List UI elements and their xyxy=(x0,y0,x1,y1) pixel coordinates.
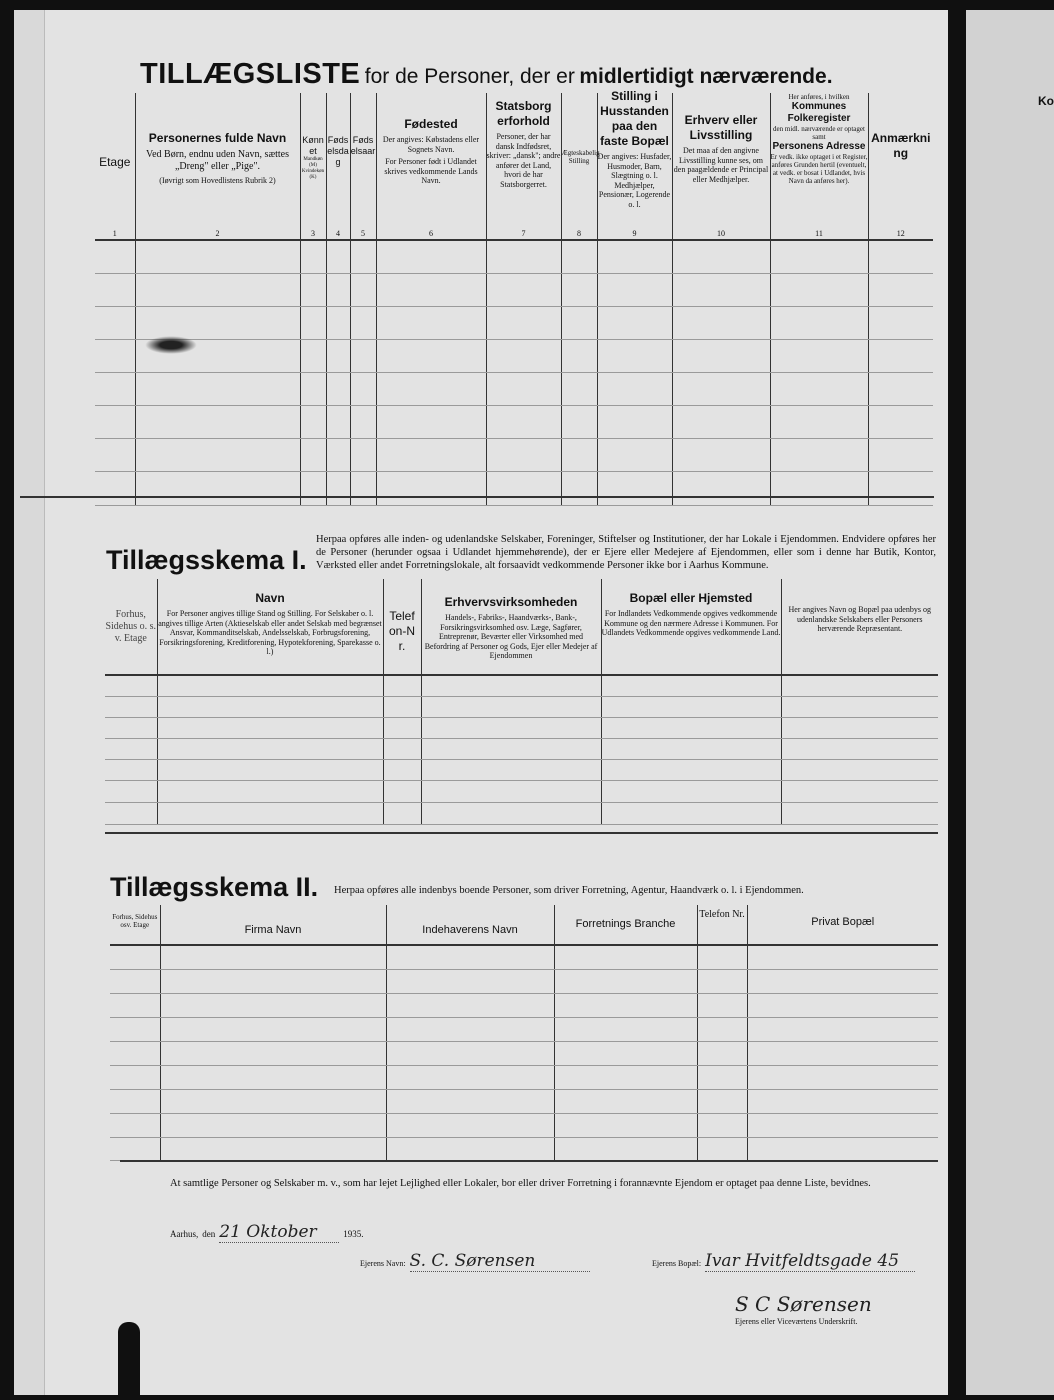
section-divider-1 xyxy=(20,496,934,498)
signature-handwritten: S C Sørensen xyxy=(735,1292,872,1316)
col-navn: Personernes fulde Navn Ved Børn, endnu uden Navn, sættes „Dreng" eller „Pige". (Iøvrigt som Hovedlistens Rubrik 2) 2 xyxy=(135,93,300,240)
den-label: den xyxy=(202,1229,216,1239)
signature-label: Ejerens eller Viceværtens Underskrift. xyxy=(735,1317,858,1326)
owner-name-handwritten: S. C. Sørensen xyxy=(410,1251,590,1272)
section-divider-3 xyxy=(120,1160,938,1162)
title-emphasis: midlertidigt nærværende. xyxy=(579,65,833,88)
skema2-description: Herpaa opføres alle indenbys boende Personer, som driver Forretning, Agentur, Haandværk o. l. i Ejendommen. xyxy=(334,885,804,896)
residence-label: Ejerens Bopæl: xyxy=(652,1259,702,1268)
skema1-rows xyxy=(105,675,938,824)
tillaegsliste-rows xyxy=(95,240,933,505)
title-main: TILLÆGSLISTE xyxy=(140,58,361,90)
col-foedselsdag: Fødselsdag 4 xyxy=(326,93,350,240)
place-label: Aarhus, xyxy=(170,1229,199,1239)
s1-col-bopael: Bopæl eller Hjemsted For Indlandets Vedkommende opgives vedkommende Kommune og den nærmere Adresse i Kommunen. For Udlandets Vedkommende opgives vedkommende Land. xyxy=(601,579,781,675)
col-koennet: Kønnet Mandkøn (M) Kvindekøn (K) 3 xyxy=(300,93,326,240)
skema1-description: Herpaa opføres alle inden- og udenlandske Selskaber, Foreninger, Stiftelser og Institutioner, der har Lokale i Ejendommen. Endvidere opføres her de Personer (herunder ogsaa i Udlandet hjemmehørende), der er Ejere eller Medejere af Ejendommen, eller som i denne har Butik, Kontor, Værksted eller andet Forretningslokale, alt forsaavidt vedkommende Personer ikke bor i Aarhus Kommune. xyxy=(316,534,936,571)
tillaegsliste-table xyxy=(95,89,933,506)
adjacent-page-fragment: Ko xyxy=(1038,94,1054,108)
s2-col-firma: Firma Navn xyxy=(160,905,386,945)
tillaegsliste-title xyxy=(140,58,833,91)
skema1-table xyxy=(105,579,938,825)
certification-text: At samtlige Personer og Selskaber m. v., som har lejet Lejlighed eller Lokaler, bor eller driver Forretning i forannævnte Ejendom er optaget paa denne Liste, bevidnes. xyxy=(170,1178,871,1189)
skema2-table xyxy=(110,905,938,1161)
title-middle: for de Personer, der er xyxy=(364,65,575,88)
year-label: 1935. xyxy=(343,1229,364,1239)
s1-col-repraesentant: Her angives Navn og Bopæl paa udenbys og udenlandske Selskabers eller Personers herværende Repræsentant. xyxy=(781,579,938,675)
s1-col-etage: Forhus, Sidehus o. s. v. Etage xyxy=(105,579,157,675)
owner-label: Ejerens Navn: xyxy=(360,1259,406,1268)
s1-col-telefon: Telefon-Nr. xyxy=(383,579,421,675)
date-line xyxy=(170,1222,364,1243)
s2-col-telefon: Telefon Nr. xyxy=(697,905,747,945)
section-divider-2 xyxy=(105,832,938,834)
col-anmaerkning: Anmærkning 12 xyxy=(868,93,933,240)
s2-col-etage: Forhus, Sidehus osv. Etage xyxy=(110,905,160,945)
skema1-title: Tillægsskema I. xyxy=(106,545,307,575)
col-folkeregister: Her anføres, i hvilken Kommunes Folkeregister den midl. nærværende er optaget samt Personens Adresse Er vedk. ikke optaget i et Register, anføres Grunden hertil (eventuelt, at vedk. er bosat i Udlandet, hvis Navn da anføres her). 11 xyxy=(770,93,868,238)
owner-line xyxy=(360,1251,590,1272)
page-edge-stack xyxy=(14,10,45,1395)
s2-col-indehaver: Indehaverens Navn xyxy=(386,905,554,945)
col-aegteskabelig: Ægteskabelig Stilling 8 xyxy=(561,93,597,240)
adjacent-page xyxy=(966,10,1054,1395)
s2-col-privat-bopael: Privat Bopæl xyxy=(747,905,938,945)
col-statsborgerforhold: Statsborgerforhold Personer, der har dansk Indfødsret, skriver: „dansk"; andre anfører det Land, hvori de har Statsborgerret. 7 xyxy=(486,93,561,240)
col-etage: Etage 1 xyxy=(95,93,135,240)
col-foedselsaar: Fødselsaar 5 xyxy=(350,93,376,240)
binding-clip xyxy=(118,1322,140,1396)
residence-handwritten: Ivar Hvitfeldtsgade 45 xyxy=(705,1251,915,1272)
skema2-rows xyxy=(110,945,938,1160)
s2-col-branche: Forretnings Branche xyxy=(554,905,697,945)
s1-col-navn: Navn For Personer angives tillige Stand og Stilling. For Selskaber o. l. angives tillige Arten (Aktieselskab eller andet Selskab med begrænset Ansvar, Kommanditselskab, Andelsselskab, Forbrugsforening, Forsikringsforening, Kreditforening, Hypotekforening, Sparekasse o. l.) xyxy=(157,579,383,675)
col-erhverv: Erhverv eller Livsstilling Det maa af den angivne Livsstilling kunne ses, om den paagældende er Principal eller Medhjælper. 10 xyxy=(672,93,770,240)
date-handwritten: 21 Oktober xyxy=(219,1222,339,1243)
col-stilling-husstand: Stilling i Husstanden paa den faste Bopæl Der angives: Husfader, Husmoder, Barn, Slægtning o. l. Medhjælper, Pensionær, Logerende o. l. 9 xyxy=(597,89,672,238)
s1-col-erhvervsvirksomhed: Erhvervsvirksomheden Handels-, Fabriks-, Haandværks-, Bank-, Forsikringsvirksomhed osv. Læge, Sagfører, Entreprenør, Beværter eller Virksomhed med Befordring af Personer og Gods, Ejer eller Medejer af Ejendommen xyxy=(421,579,601,675)
skema2-title: Tillægsskema II. xyxy=(110,872,319,902)
residence-line xyxy=(652,1251,915,1272)
ink-smudge xyxy=(145,336,197,354)
col-foedested: Fødested Der angives: Købstadens eller Sognets Navn. For Personer født i Udlandet skrives vedkommende Lands Navn. 6 xyxy=(376,93,486,240)
